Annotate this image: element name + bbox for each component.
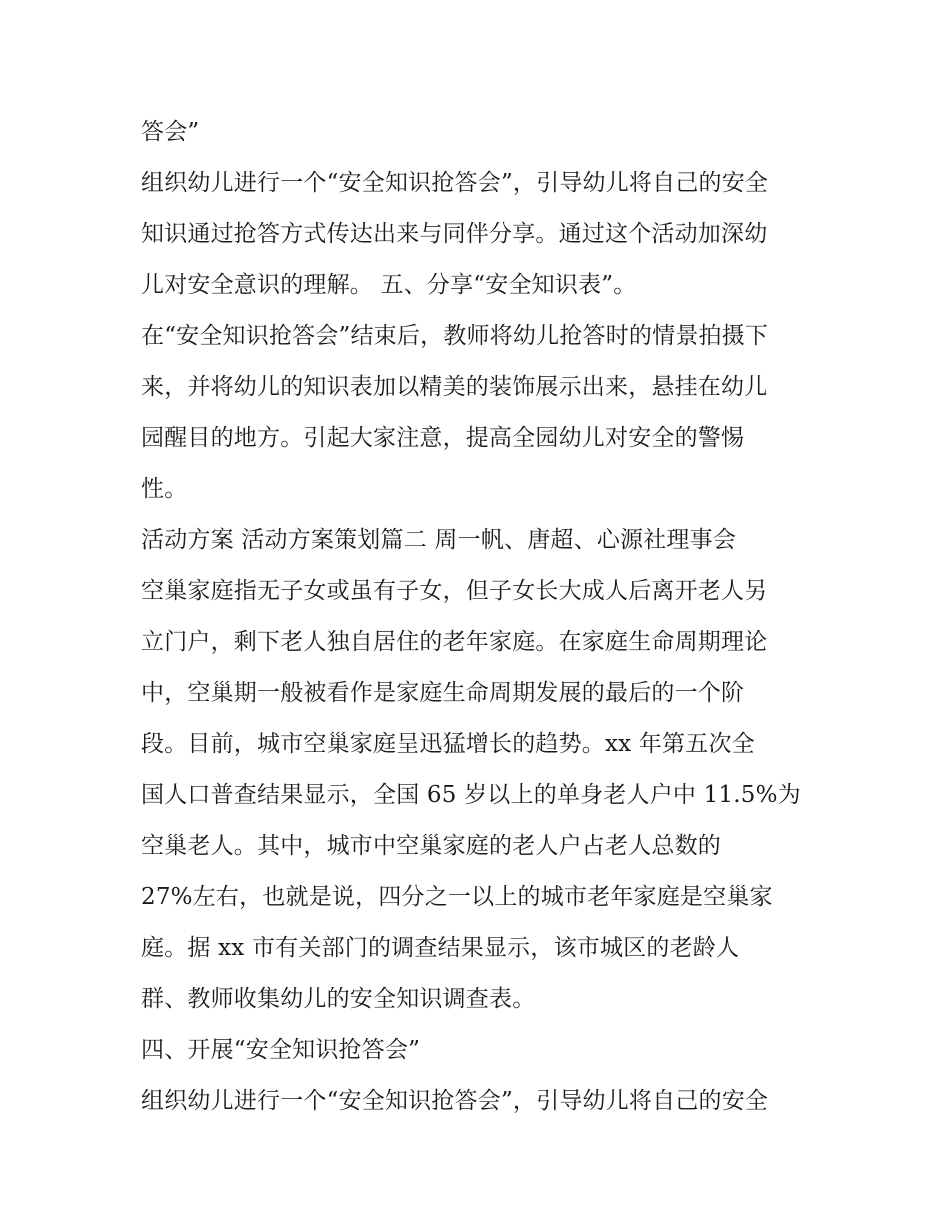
text-line: 活动方案 活动方案策划篇二 周一帆、唐超、心源社理事会 (141, 527, 737, 553)
text-line: 空巢家庭指无子女或虽有子女，但子女长大成人后离开老人另 (141, 578, 768, 604)
text-line: 群、教师收集幼儿的安全知识调查表。 (141, 986, 536, 1012)
text-line: 组织幼儿进行一个“安全知识抢答会”，引导幼儿将自己的安全 (141, 170, 769, 196)
text-line: 段。目前，城市空巢家庭呈迅猛增长的趋势。xx 年第五次全 (141, 731, 755, 757)
text-line: 知识通过抢答方式传达出来与同伴分享。通过这个活动加深幼 (141, 221, 768, 247)
text-line: 空巢老人。其中，城市中空巢家庭的老人户占老人总数的 (141, 833, 721, 859)
document-body (141, 107, 821, 1127)
text-line: 儿对安全意识的理解。 五、分享“安全知识表”。 (141, 272, 637, 298)
text-line: 在“安全知识抢答会”结束后，教师将幼儿抢答时的情景拍摄下 (141, 323, 769, 349)
text-line: 组织幼儿进行一个“安全知识抢答会”，引导幼儿将自己的安全 (141, 1088, 769, 1114)
text-line: 性。 (141, 476, 188, 502)
text-line: 庭。据 xx 市有关部门的调查结果显示，该市城区的老龄人 (141, 935, 740, 961)
text-line: 中，空巢期一般被看作是家庭生命周期发展的最后的一个阶 (141, 680, 745, 706)
text-line: 园醒目的地方。引起大家注意，提高全园幼儿对安全的警惕 (141, 425, 745, 451)
text-line: 立门户，剩下老人独自居住的老年家庭。在家庭生命周期理论 (141, 629, 768, 655)
text-line: 来，并将幼儿的知识表加以精美的装饰展示出来，悬挂在幼儿 (141, 374, 768, 400)
text-line: 答会” (141, 119, 200, 145)
text-line: 四、开展“安全知识抢答会” (141, 1037, 421, 1063)
text-line: 国人口普查结果显示，全国 65 岁以上的单身老人户中 11.5%为 (141, 782, 801, 808)
text-line: 27%左右，也就是说，四分之一以上的城市老年家庭是空巢家 (141, 884, 773, 910)
